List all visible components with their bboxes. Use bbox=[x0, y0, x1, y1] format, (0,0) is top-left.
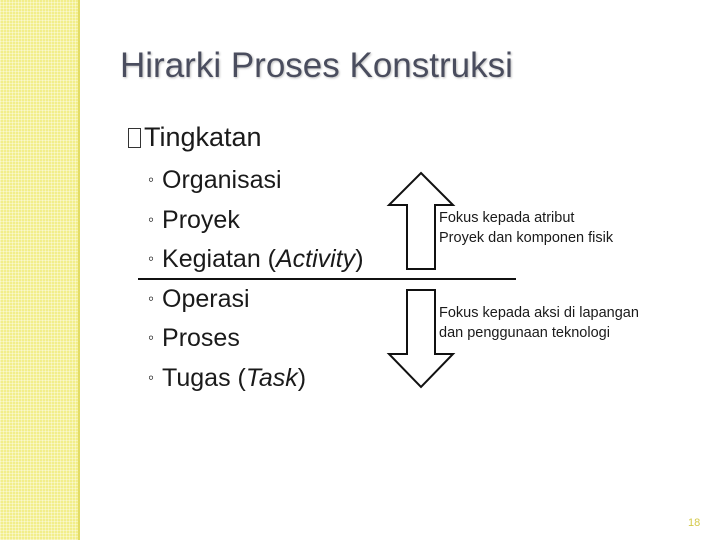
item-text: Proyek bbox=[162, 205, 240, 234]
item-text: Proses bbox=[162, 324, 240, 352]
note-bottom-line: Fokus kepada aksi di lapangan bbox=[439, 305, 639, 321]
list-item bbox=[148, 360, 364, 400]
circle-bullet-icon: ◦ bbox=[148, 249, 155, 268]
item-italic-text: Task bbox=[245, 363, 298, 392]
decorative-side-band bbox=[0, 0, 80, 540]
circle-bullet-icon: ◦ bbox=[148, 328, 155, 347]
item-suffix: ) bbox=[297, 363, 307, 392]
divider-line bbox=[138, 278, 516, 280]
item-text: Organisasi bbox=[162, 166, 282, 194]
list-item bbox=[148, 281, 364, 321]
note-top-line: Fokus kepada atribut bbox=[439, 210, 575, 226]
level1-label: Tingkatan bbox=[144, 122, 262, 152]
list-item bbox=[148, 162, 364, 202]
hierarchy-list bbox=[148, 162, 364, 399]
note-top bbox=[439, 208, 613, 248]
note-bottom bbox=[439, 303, 639, 343]
circle-bullet-icon: ◦ bbox=[148, 288, 155, 308]
circle-bullet-icon: ◦ bbox=[148, 367, 155, 387]
item-italic-text: Activity bbox=[276, 245, 356, 273]
circle-bullet-icon: ◦ bbox=[148, 170, 155, 189]
level1-bullet bbox=[128, 122, 262, 153]
circle-bullet-icon: ◦ bbox=[148, 209, 155, 229]
list-item bbox=[148, 202, 364, 242]
item-text: Tugas ( bbox=[162, 363, 246, 392]
list-item bbox=[148, 320, 364, 360]
item-suffix: ) bbox=[355, 245, 364, 273]
list-item bbox=[148, 241, 364, 281]
page-number: 18 bbox=[688, 517, 701, 529]
slide-title: Hirarki Proses Konstruksi bbox=[120, 46, 513, 85]
item-text: Kegiatan ( bbox=[162, 245, 276, 273]
checkbox-bullet-icon bbox=[128, 128, 141, 148]
note-bottom-line: dan penggunaan teknologi bbox=[439, 325, 610, 341]
item-text: Operasi bbox=[162, 284, 250, 313]
note-top-line: Proyek dan komponen fisik bbox=[439, 230, 614, 246]
